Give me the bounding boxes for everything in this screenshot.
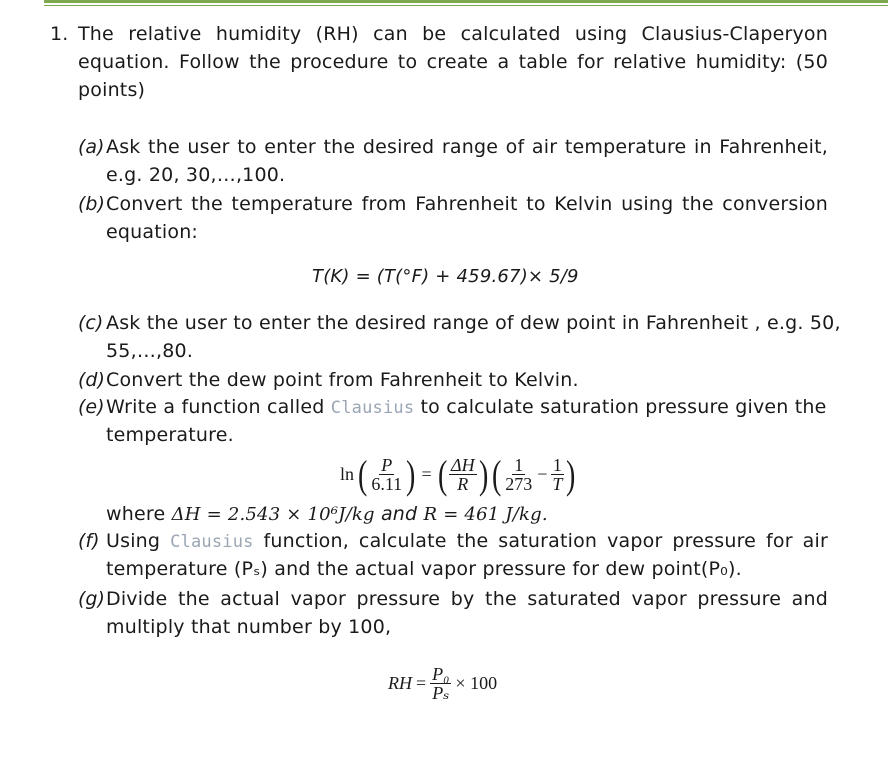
- left-paren: (: [491, 451, 502, 497]
- fraction-p0-over-ps: [430, 665, 451, 702]
- step-b-label: (b): [78, 193, 105, 215]
- equals-sign: =: [421, 463, 432, 484]
- header-rule-thin: [44, 5, 888, 6]
- step-a-line-1: Ask the user to enter the desired range of air temperature in Fahrenheit,: [106, 136, 828, 158]
- problem-number: 1.: [50, 23, 69, 45]
- step-b-line-2: equation:: [106, 221, 199, 243]
- frac-den-r: R: [457, 473, 469, 494]
- fraction-1-over-t: [550, 456, 564, 493]
- minus-sign: −: [537, 463, 548, 484]
- frac-den-ps: Pₛ: [432, 682, 450, 703]
- step-e-post: to calculate saturation pressure given the: [414, 396, 827, 418]
- where-word: where: [106, 503, 172, 525]
- intro-line-1: The relative humidity (RH) can be calculated using Clausius-Claperyon: [78, 23, 828, 45]
- step-d-line-1: Convert the dew point from Fahrenheit to Kelvin.: [106, 369, 579, 391]
- step-e-line-2: temperature.: [106, 424, 234, 446]
- frac-num-1b: 1: [552, 454, 562, 475]
- frac-num-p: P: [381, 454, 393, 475]
- ln-symbol: ln: [340, 463, 355, 484]
- clausius-function-name: Clausius: [330, 398, 415, 418]
- fraction-1-over-273: [503, 456, 534, 493]
- delta-h-value: ΔH = 2.543 × 10⁶J/kg: [171, 504, 375, 525]
- step-f-label: (f): [78, 530, 100, 552]
- intro-line-2: equation. Follow the procedure to create a table for relative humidity: (50: [78, 51, 828, 73]
- right-paren: ): [566, 451, 576, 497]
- step-f-line-1: [106, 527, 828, 556]
- frac-num-1: 1: [514, 454, 524, 475]
- rh-lhs: RH: [388, 672, 412, 693]
- frac-den-611: 6.11: [371, 473, 403, 494]
- step-d-label: (d): [78, 369, 105, 391]
- frac-den-t: T: [552, 473, 563, 494]
- fraction-dh-over-r: [449, 456, 477, 493]
- step-a-label: (a): [78, 136, 105, 158]
- step-e-label: (e): [78, 396, 105, 418]
- step-c-label: (c): [78, 312, 104, 334]
- where-line: [106, 500, 548, 529]
- step-g-label: (g): [78, 588, 105, 610]
- step-c-line-1: Ask the user to enter the desired range of dew point in Fahrenheit , e.g. 50,: [106, 312, 841, 334]
- step-a-line-2: e.g. 20, 30,…,100.: [106, 164, 286, 186]
- r-value: R = 461 J/kg.: [423, 504, 548, 525]
- frac-num-dh: ΔH: [451, 454, 475, 475]
- header-rule: [44, 0, 888, 3]
- step-e-pre: Write a function called: [106, 396, 331, 418]
- step-f-post: function, calculate the saturation vapor pressure for air: [253, 530, 828, 552]
- intro-line-3: points): [78, 79, 146, 101]
- fraction-p-over-611: [369, 456, 404, 493]
- step-g-line-2: multiply that number by 100,: [106, 616, 392, 638]
- left-paren: (: [437, 451, 448, 497]
- clausius-function-name: Clausius: [170, 532, 254, 552]
- step-f-line-2: temperature (Pₛ) and the actual vapor pressure for dew point(P₀).: [106, 558, 742, 580]
- step-g-line-1: Divide the actual vapor pressure by the saturated vapor pressure and: [106, 588, 828, 610]
- rh-equation: [388, 658, 497, 708]
- step-c-line-2: 55,…,80.: [106, 340, 194, 362]
- step-f-pre: Using: [106, 530, 171, 552]
- and-word: and: [374, 503, 424, 525]
- rh-times-100: × 100: [455, 672, 498, 693]
- left-paren: (: [358, 451, 368, 497]
- frac-den-273: 273: [505, 473, 533, 494]
- step-b-line-1: Convert the temperature from Fahrenheit to Kelvin using the conversion: [106, 193, 828, 215]
- right-paren: ): [478, 451, 488, 497]
- step-e-line-1: [106, 393, 827, 422]
- clausius-equation: [340, 448, 578, 500]
- frac-num-p0: P₀: [432, 663, 450, 684]
- right-paren: ): [406, 451, 416, 497]
- rh-equals: =: [416, 672, 427, 693]
- conversion-equation: T(K) = (T(°F) + 459.67)× 5/9: [312, 266, 579, 287]
